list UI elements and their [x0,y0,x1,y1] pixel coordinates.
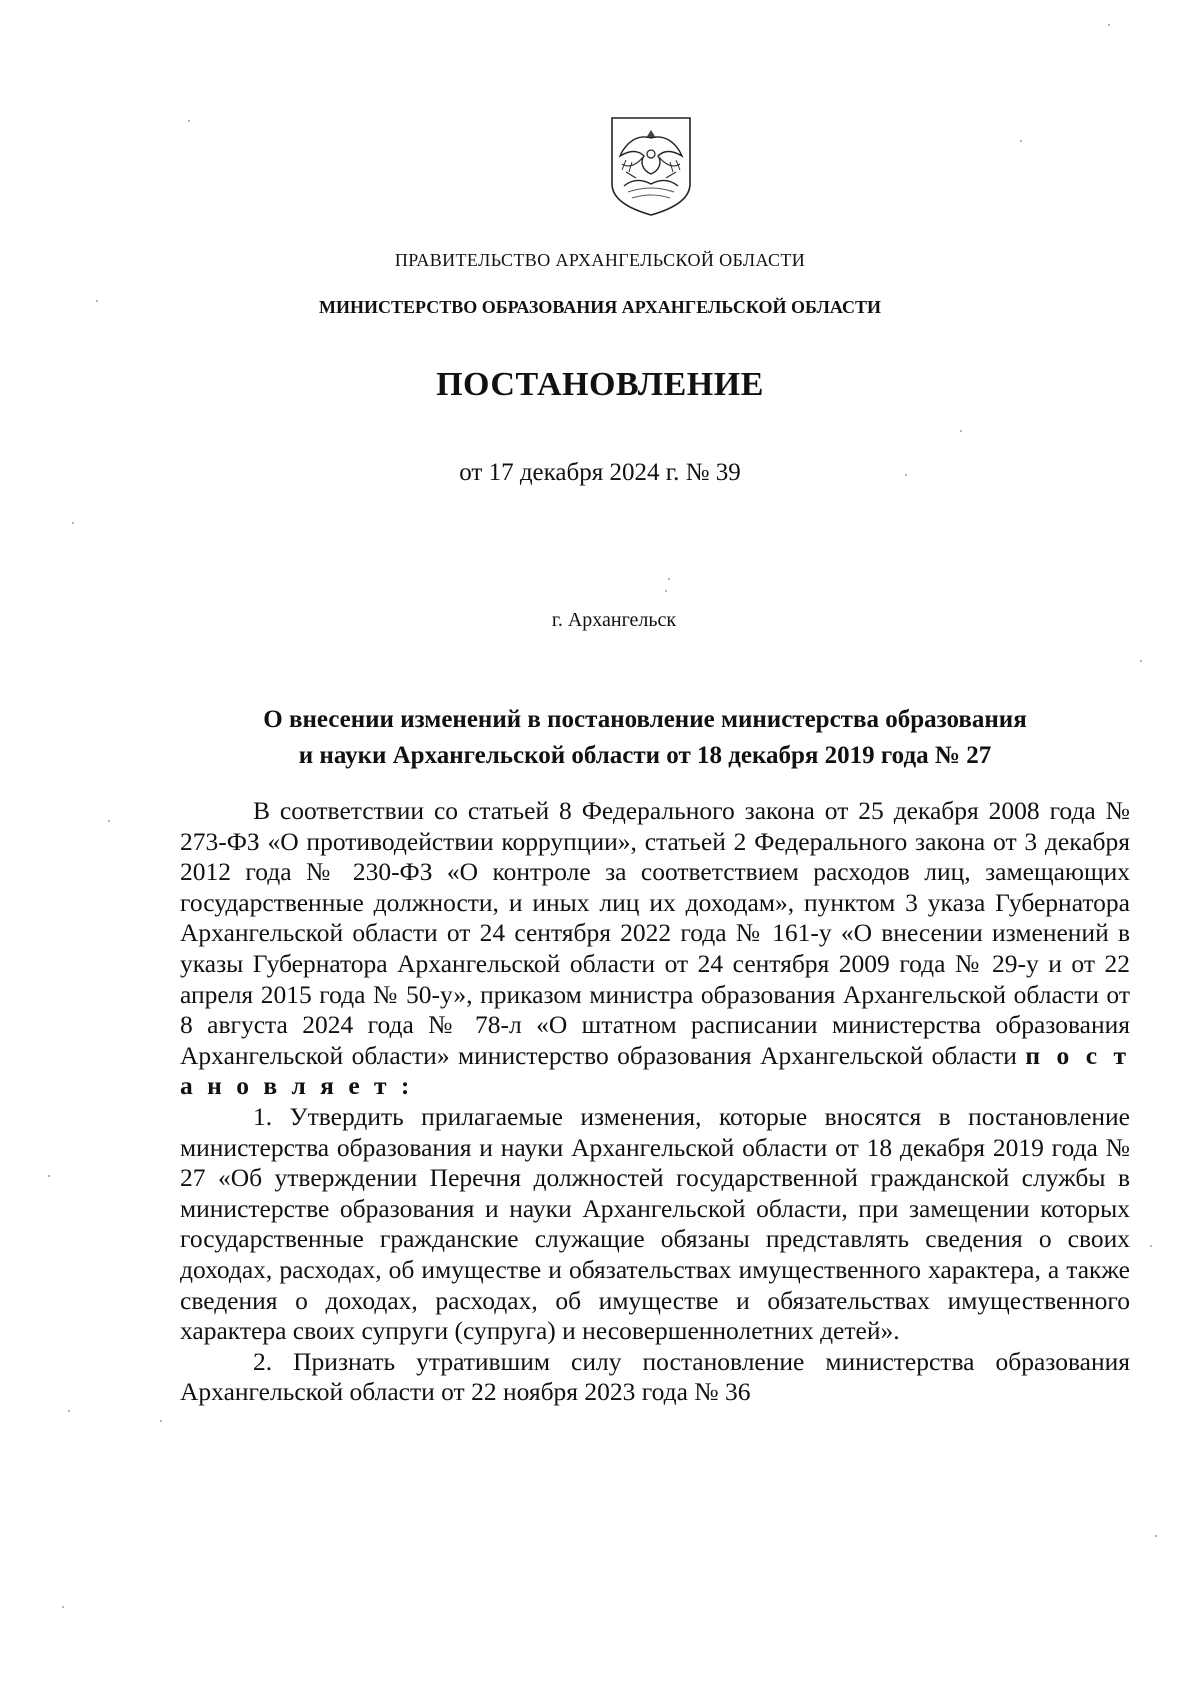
government-name: ПРАВИТЕЛЬСТВО АРХАНГЕЛЬСКОЙ ОБЛАСТИ [394,250,806,270]
preamble-text: В соответствии со статьей 8 Федерального закона от 25 декабря 2008 года № 273-ФЗ «О противодействии коррупции», статьей 2 Федерального закона от 3 декабря 2012 года № 230-ФЗ «О контроле за соответствием расходов лиц, замещающих государственные должности, и иных лиц их доходам», пунктом 3 указа Губернатора Архангельской области от 24 сентября 2022 года № 161-у «О внесении изменений в указы Губернатора Архангельской области от 24 сентября 2009 года № 29-у и от 22 апреля 2015 года № 50-у», приказом министра образования Архангельской области от 8 августа 2024 года № 78-л «О штатном расписании министерства образования Архангельской области» министерство образования Архангельской области [180,796,1130,1070]
preamble-paragraph [180,796,1130,1102]
document-title [180,702,1110,774]
issue-city: г. Архангельск [551,609,677,631]
document-type-heading: ПОСТАНОВЛЕНИЕ [436,366,764,403]
item-1-paragraph: 1. Утвердить прилагаемые изменения, которые вносятся в постановление министерства образования и науки Архангельской области от 18 декабря 2019 года № 27 «Об утверждении Перечня должностей государственной гражданской службы в министерстве образования и науки Архангельской области, при замещении которых государственные гражданские служащие обязаны представлять сведения о своих доходах, расходах, об имуществе и обязательствах имущественного характера, а также сведения о доходах, расходах, об имуществе и обязательствах имущественного характера своих супруги (супруга) и несовершеннолетних детей». [180,1101,1130,1346]
document-title-line-1: О внесении изменений в постановление министерства образования [263,706,1027,733]
document-date-number: от 17 декабря 2024 г. № 39 [459,459,741,486]
ministry-name: МИНИСТЕРСТВО ОБРАЗОВАНИЯ АРХАНГЕЛЬСКОЙ ОБЛАСТИ [319,297,881,317]
document-body [180,796,1130,1408]
document-title-line-2: и науки Архангельской области от 18 декабря 2019 года № 27 [298,742,992,769]
coat-of-arms-emblem [606,114,696,218]
resolves-word: п о с т а н о в л я е т : [180,1040,1130,1101]
item-2-paragraph: 2. Признать утратившим силу постановление министерства образования Архангельской области от 22 ноября 2023 года № 36 [180,1346,1130,1407]
